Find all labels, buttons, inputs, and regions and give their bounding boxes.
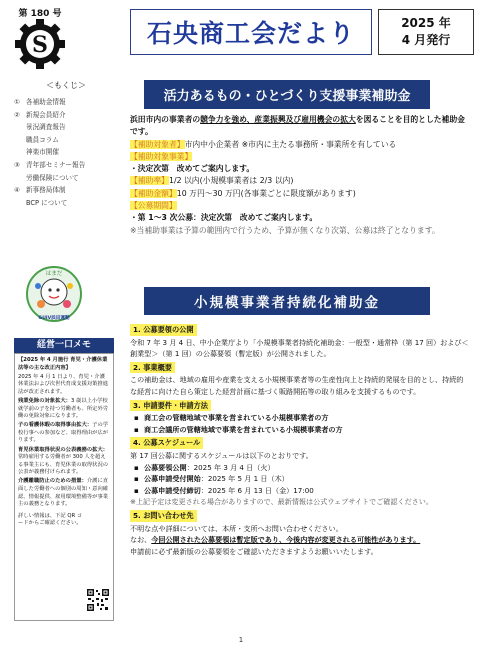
table-of-contents	[14, 80, 118, 209]
subsidy-2-heading: 5. お問い合わせ先	[130, 510, 197, 522]
list-item: ▪ 商工会議所の管轄地域で事業を営まれている小規模事業者の方	[130, 424, 470, 436]
section-banner-subsidy-2: 小規模事業者持続化補助金	[144, 287, 430, 315]
toc-item[interactable]: 神楽市開催	[26, 148, 59, 157]
list-item: ▪ 商工会の管轄地域で事業を営まれている小規模事業者の方	[130, 412, 470, 424]
toc-item[interactable]: 職員コラム	[26, 135, 59, 144]
subsidy-1-project: 【補助対象事業】	[130, 151, 193, 161]
subsidy-2-heading: 3. 申請要件・申請方法	[130, 400, 211, 412]
subsidy-1-project-text: ・決定次第 改めてご案内します。	[130, 164, 255, 174]
subsidy-2-paragraph: 令和 7 年 3 月 4 日、中小企業庁より「小規模事業者持続化補助金：一般型・通常枠（第 17 回）および＜創業型＞（第 1 回）の公募要領（暫定版）が公開されました。	[130, 337, 469, 359]
memo-point: 育児休業取得状況の公表義務の拡大：常時雇用する労働者が 300 人を超える事業主にも、育児休業の取得状況の公表が義務付けられます。	[18, 446, 109, 476]
issue-year: 2025 年	[401, 16, 451, 30]
newsletter-title-box	[130, 9, 372, 55]
page-number: 1	[238, 636, 244, 644]
memo-intro: 2025 年 4 月 1 日より、育児・介護休業法および次世代育成支援対策推進法が改正されます。	[18, 373, 109, 395]
issue-date-box	[378, 9, 474, 55]
subsidy-2-paragraph: 不明な点や詳細については、本所・支所へお問い合わせください。	[130, 523, 343, 533]
subsidy-2-heading: 2. 事業概要	[130, 362, 175, 374]
chamber-logo-icon	[14, 18, 66, 70]
subsidy-1-note: ※当補助事業は予算の範囲内で行うため、予算が無くなり次第、公募は終了となります。	[130, 225, 440, 235]
schedule-item: ▪ 公募申請受付締切：2025 年 6 月 13 日（金）17:00	[130, 485, 470, 497]
subsidy-1-amount: 【補助金額】10 万円～30 万円(各事業ごとに限度額があります)	[130, 188, 356, 198]
subsidy-2-heading: 1. 公募要領の公開	[130, 324, 197, 336]
toc-item[interactable]: ② 新規会員紹介	[14, 110, 66, 119]
memo-point: 残業免除の対象拡大：3 歳以上小学校就学前の子を持つ労働者も、所定外労働の免除対象になります。	[18, 397, 109, 420]
schedule-item: ▪ 公募要領公開：2025 年 3 月 4 日（火）	[130, 462, 470, 474]
qr-code-icon[interactable]	[86, 588, 110, 612]
subsidy-2-paragraph: この補助金は、地域の雇用や産業を支える小規模事業者等の生産性向上と持続的発展を目的とし、持続的な経営に向けた自ら策定した経営計画に基づく販路開拓等の取り組みを支援するものです。	[130, 375, 464, 396]
memo-heading: 【2025 年 4 月施行 育児・介護休業法等の主な改正内容】	[18, 357, 108, 371]
svg-text:S: S	[32, 32, 48, 58]
toc-item[interactable]: 労働保険について	[26, 173, 79, 182]
subsidy-2-paragraph: なお、今回公開された公募要領は暫定版であり、今後内容が変更される可能性があります。	[130, 535, 421, 545]
memo-point: 介護離職防止のための措置：介護に直面した労働者への個別の周知・意向確認、情報提供、雇用環境整備等が事業主の義務となります。	[18, 478, 109, 508]
issue-number: 第 180 号	[18, 9, 62, 19]
subsidy-1-period-text: ・第 1～3 次公募：決定次第 改めてご案内します。	[130, 213, 318, 223]
section-banner-subsidy-1: 活力あるもの・ひとづくり支援事業補助金	[144, 80, 430, 109]
memo-title: 経営一口メモ	[14, 338, 114, 353]
toc-title: ＜もくじ＞	[46, 81, 86, 90]
memo-footer: 詳しい情報は、下記 QR コードからご確認ください。	[18, 512, 83, 527]
toc-item[interactable]: ④ 新事務局体制	[14, 186, 66, 195]
issue-month: 4 月発行	[401, 33, 451, 47]
subsidy-1-body	[130, 114, 465, 237]
subsidy-2-paragraph: 申請前に必ず最新版の公募要領をご確認いただきますようお願いいたします。	[130, 546, 378, 556]
memo-box	[14, 353, 114, 621]
subsidy-1-target: 【補助対象者】市内中小企業者 ※市内に主たる事務所・事業所を有している	[130, 139, 397, 149]
subsidy-2-heading: 4. 公募スケジュール	[130, 437, 203, 449]
schedule-item: ▪ 公募申請受付開始：2025 年 5 月 1 日（木）	[130, 473, 470, 485]
schedule-note: ※上記予定は変更される場合がありますので、最新情報は公式ウェブサイトでご確認ください。	[130, 497, 433, 507]
toc-item[interactable]: BCP について	[26, 198, 68, 207]
subsidy-2-paragraph: 第 17 回公募に関するスケジュールは以下のとおりです。	[130, 450, 313, 460]
toc-item[interactable]: 景況調査報告	[26, 123, 66, 132]
toc-item[interactable]: ③ 青年部セミナー報告	[14, 160, 86, 169]
subsidy-1-period: 【公募期間】	[130, 201, 177, 211]
svg-text:はまだ: はまだ	[45, 271, 63, 277]
subsidy-2-body	[130, 322, 470, 557]
svg-text:GUIV浜田運動: GUIV浜田運動	[38, 316, 70, 321]
mascot-icon	[24, 264, 84, 324]
memo-point: 子の看護休暇の取得事由拡大：子の学校行事への参加など、取得理由が広がります。	[18, 422, 109, 444]
subsidy-1-lead: 浜田市内の事業者の競争力を強め、産業振興及び雇用機会の拡大を図ることを目的とした補助金です。	[130, 115, 465, 137]
toc-item[interactable]: ① 各補助金情報	[14, 98, 66, 106]
newsletter-title: 石央商工会だより	[146, 19, 355, 48]
subsidy-1-rate: 【補助率】1/2 以内(小規模事業者は 2/3 以内)	[130, 176, 294, 186]
